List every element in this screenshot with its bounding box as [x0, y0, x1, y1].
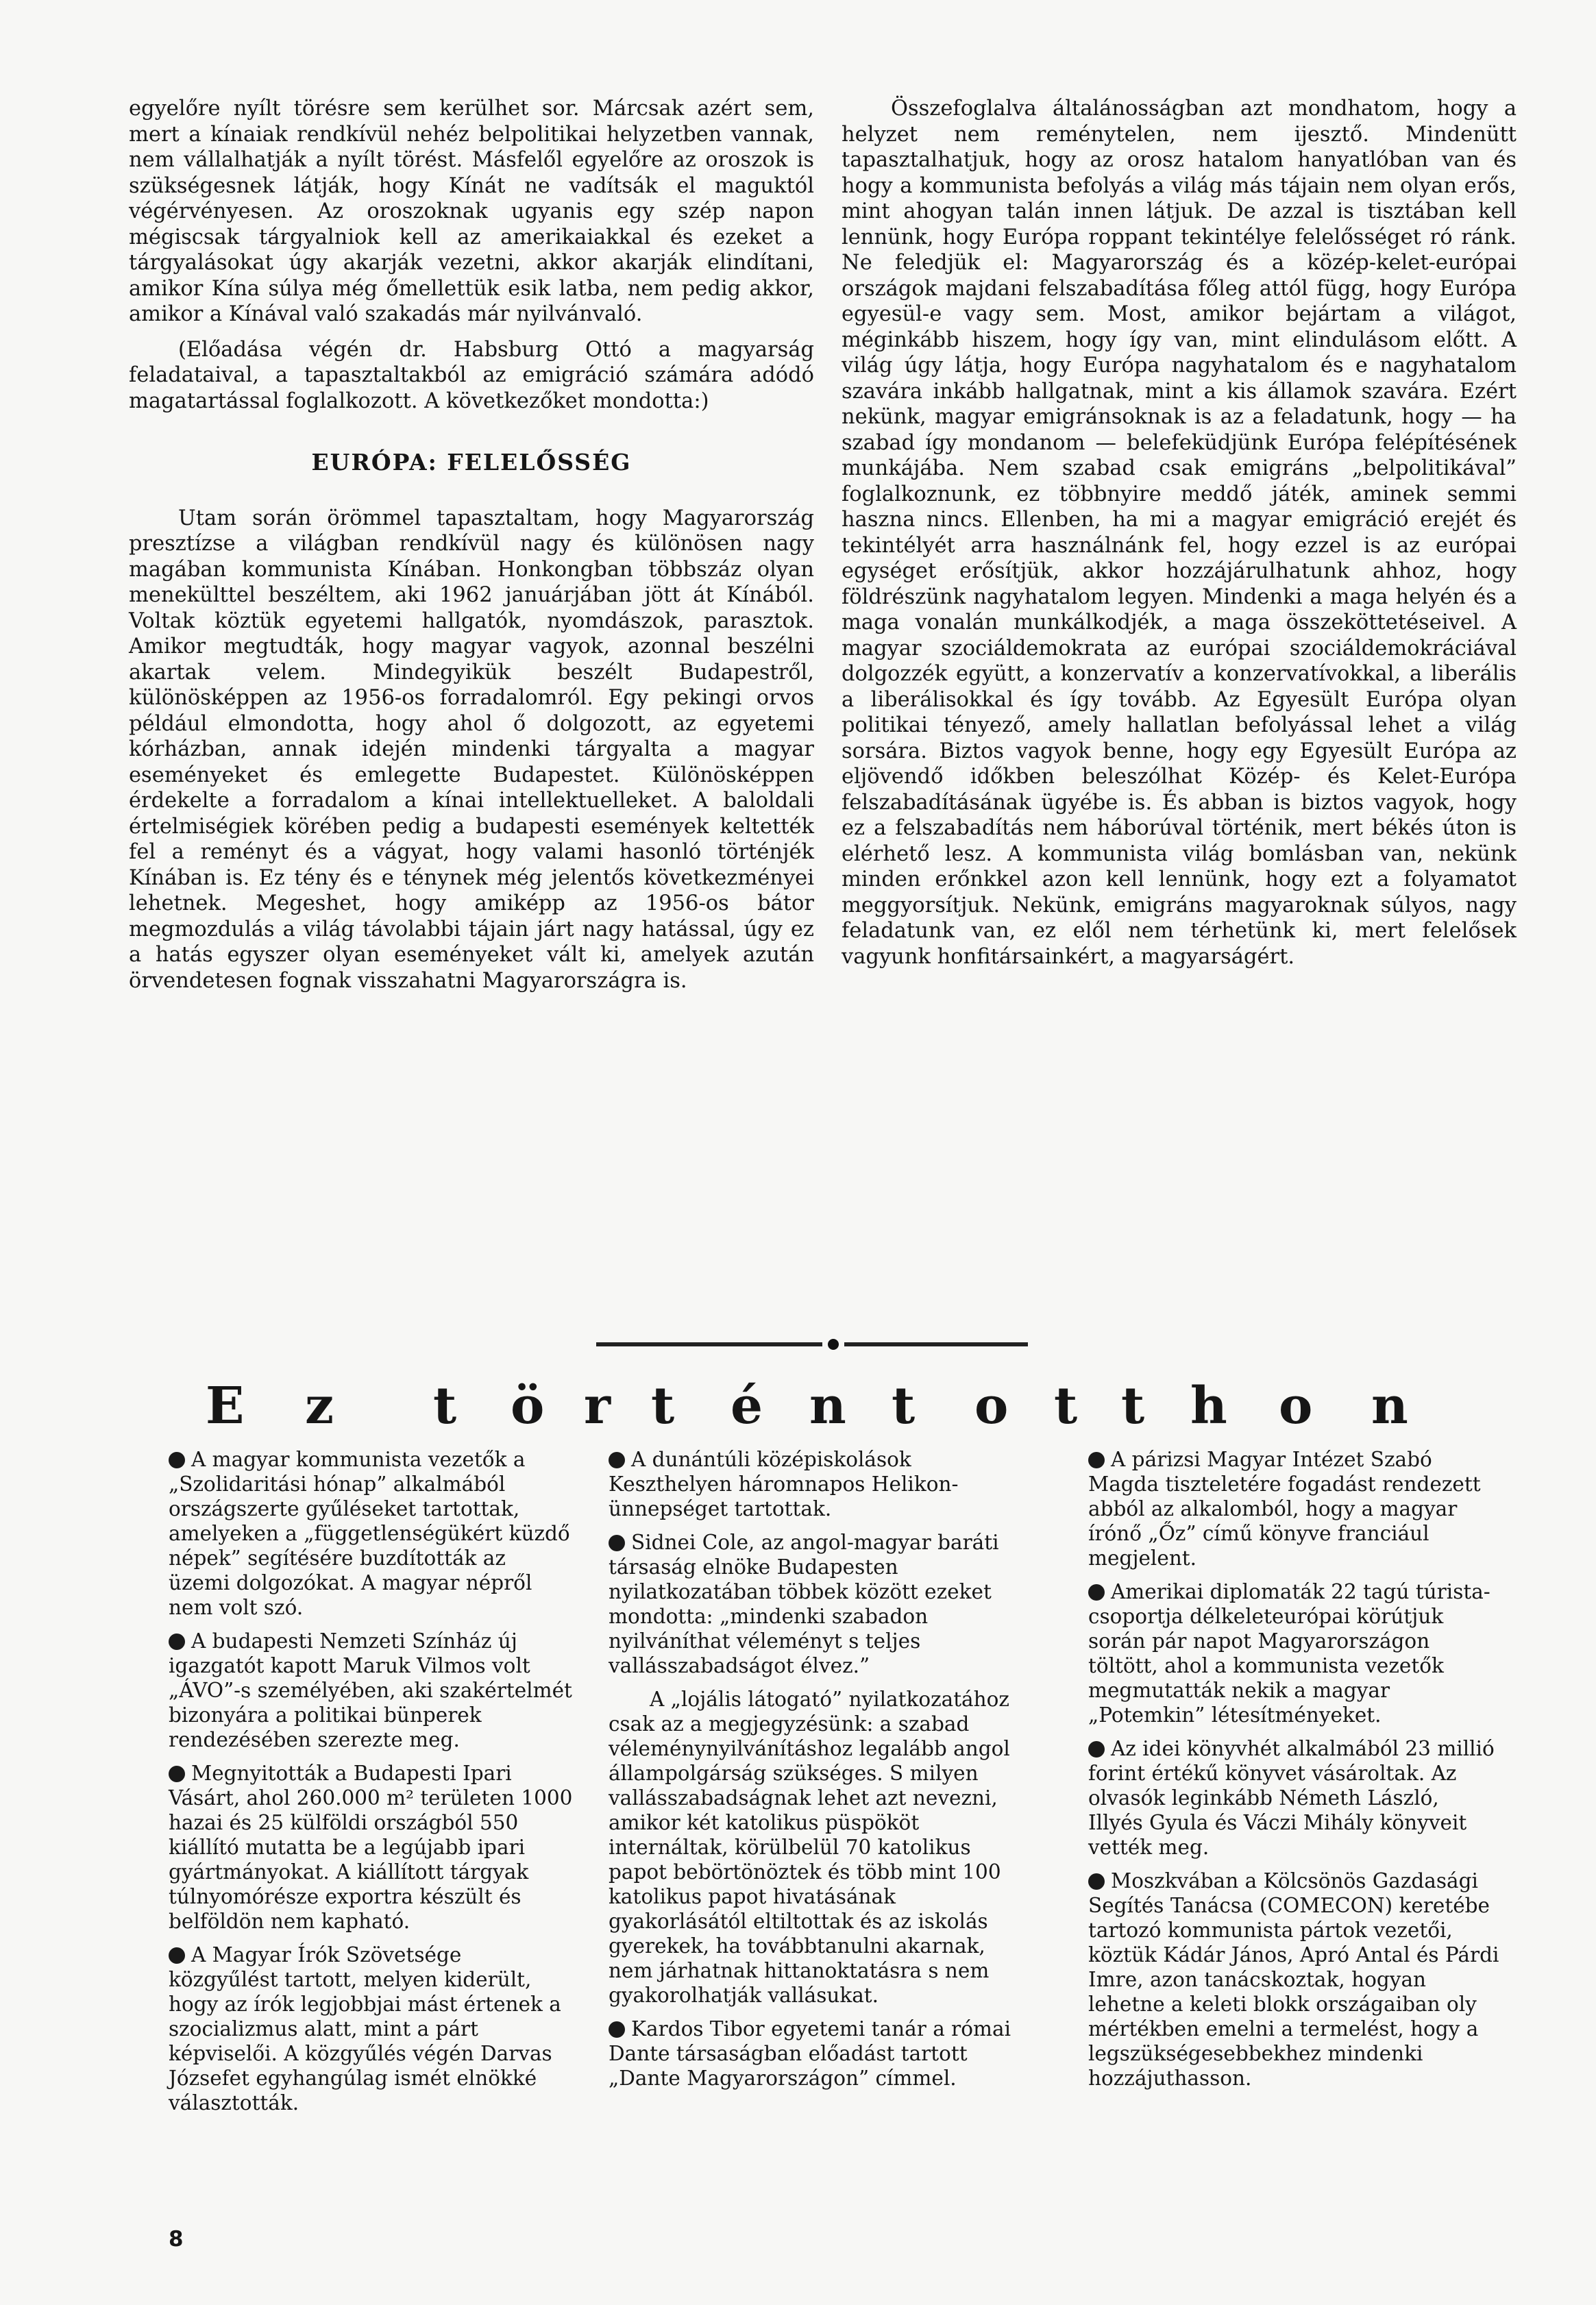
- article-right-column: [842, 96, 1517, 970]
- news-item-text: A párizsi Magyar Intézet Szabó Magda tiszteletére fogadást rendezett abból az alkalomból, hogy a magyar írónő „Őz” című könyve franciául megjelent.: [1088, 1448, 1481, 1570]
- news-item-text: Moszkvában a Kölcsönös Gazdasági Segítés Tanácsa (COMECON) keretébe tartozó kommunista pártok vezetői, köztük Kádár János, Apró Antal és Párdi Imre, azon tanácskoztak, hogyan lehetne a keleti blokk országaiban oly mértékben emelni a termelést, hogy a legszükségesebbekhez mindenki hozzájuthasson.: [1088, 1869, 1499, 2090]
- news-item-text: A dunántúli középiskolások Keszthelyen háromnapos Helikon-ünnepséget tartottak.: [609, 1448, 959, 1520]
- bullet-icon: [609, 1452, 625, 1468]
- section-heading: EURÓPA: FELELŐSSÉG: [311, 449, 632, 476]
- title-letter: n: [809, 1377, 846, 1435]
- news-item-text: Megnyitották a Budapesti Ipari Vásárt, ahol 260.000 m² területen 1000 hazai és 25 külföldi országból 550 kiállító mutatta be a legújabb ipari gyártmányokat. A kiállított tárgyak túlnyomórésze exportra készült és belföldön nem kapható.: [169, 1762, 573, 1933]
- bullet-icon: [1088, 1584, 1105, 1601]
- news-item-text: Kardos Tibor egyetemi tanár a római Dante társaságban előadást tartott „Dante Magyarországon” címmel.: [609, 2017, 1011, 2090]
- bullet-icon: [169, 1452, 185, 1468]
- section-separator: [596, 1338, 1028, 1351]
- news-item: [169, 1761, 573, 1934]
- news-item: [1088, 1869, 1499, 2091]
- news-item: [609, 1530, 1033, 1678]
- news-item-text: A „lojális látogató” nyilatkozatához csak az a megjegyzésünk: a szabad véleménynyilvánításhoz legalább angol állampolgárság szükséges. S milyen vallásszabadságnak lehet azt nevezni, amikor két katolikus püspököt internáltak, körülbelül 70 katolikus papot bebörtönöztek és több mint 100 katolikus papot hivatásának gyakorlásától eltiltottak és az iskolás gyerekek, ha továbbtanulni akarnak, nem járhatnak hittanoktatásra s nem gyakorolhatják vallásukat.: [609, 1688, 1010, 2007]
- news-column-3: [1088, 1447, 1499, 2099]
- title-letter: r: [584, 1377, 611, 1435]
- bullet-icon: [1088, 1452, 1105, 1468]
- news-item: [1088, 1579, 1499, 1727]
- news-item-text: Az idei könyvhét alkalmából 23 millió forint értékű könyvet vásároltak. Az olvasók leginkább Németh László, Illyés Gyula és Váczi Mihály könyveit vették meg.: [1088, 1737, 1495, 1859]
- article-paragraph: egyelőre nyílt törésre sem kerülhet sor. Márcsak azért sem, mert a kínaiak rendkívül nehéz belpolitikai helyzetben vannak, nem vállalhatják a nyílt törést. Másfelől egyelőre az oroszok is szükségesnek látják, hogy Kínát ne vadítsák el maguktól végérvényesen. Az oroszoknak ugyanis egy szép napon mégiscsak tárgyalniok kell az amerikaiakkal és ezeket a tárgyalásokat úgy akarják vezetni, akkor akarják elindítani, amikor Kína súlya még őmellettük esik latba, nem pedig akkor, amikor a Kínával való szakadás már nyilvánvaló.: [129, 97, 814, 326]
- bullet-icon: [169, 1947, 185, 1964]
- title-letter: z: [305, 1377, 334, 1435]
- page-number: 8: [169, 2227, 184, 2252]
- news-item: [1088, 1447, 1499, 1570]
- title-letter: o: [1279, 1377, 1313, 1435]
- separator-dot: [828, 1339, 839, 1350]
- news-item: [609, 2017, 1033, 2091]
- bullet-icon: [609, 1535, 625, 1551]
- bullet-icon: [1088, 1873, 1105, 1890]
- news-item-text: A Magyar Írók Szövetsége közgyűlést tartott, melyen kiderült, hogy az írók legjobbjai mást értenek a szocializmus alatt, mint a párt képviselői. A közgyűlés végén Darvas Józsefet egyhangúlag ismét elnökké választották.: [169, 1943, 561, 2115]
- news-section-title: [206, 1372, 1412, 1440]
- bullet-icon: [1088, 1741, 1105, 1758]
- title-letter: t: [1121, 1377, 1145, 1435]
- bullet-icon: [169, 1766, 185, 1782]
- bullet-icon: [609, 2021, 625, 2038]
- title-letter: ö: [511, 1377, 545, 1435]
- news-item-text: A budapesti Nemzeti Színház új igazgatót kapott Maruk Vilmos volt „ÁVO”-s személyében, aki szakértelmét bizonyára a politikai bünperek rendezésében szerezte meg.: [169, 1629, 572, 1751]
- article-paragraph: Utam során örömmel tapasztaltam, hogy Magyarország presztízse a világban rendkívül nagy és különösen nagy magában kommunista Kínában. Honkongban többszáz olyan menekülttel beszéltem, aki 1962 januárjában jött át Kínából. Voltak köztük egyetemi hallgatók, nyomdászok, parasztok. Amikor megtudták, hogy magyar vagyok, azonnal beszélni akartak velem. Mindegyikük beszélt Budapestről, különösképpen az 1956-os forradalomról. Egy pekingi orvos például elmondotta, hogy ahol ő dolgozott, az egyetemi kórházban, annak idején mindenki tárgyalta a magyar eseményeket és emlegette Budapestet. Különösképpen érdekelte a forradalom a kínai intellektuelleket. A baloldali értelmiségiek körében pedig a budapesti események keltették fel a reményt és a vágyat, hogy valami hasonló történjék Kínában is. Ez tény és e ténynek még jelentős következményei lehetnek. Megeshet, hogy amiképp az 1956-os bátor megmozdulás a világ távolabbi tájain járt nagy hatással, úgy ez a hatás egyszer olyan eseményeket vált ki, amelyek azután örvendetesen fognak visszahatni Magyarországra is.: [129, 506, 814, 993]
- news-item: [169, 1943, 573, 2115]
- title-letter: t: [433, 1377, 457, 1435]
- title-letter: E: [206, 1377, 245, 1435]
- title-letter: é: [731, 1377, 763, 1435]
- title-letter: t: [892, 1377, 916, 1435]
- article-paragraph: Összefoglalva általánosságban azt mondhatom, hogy a helyzet nem reménytelen, nem ijesztő. Mindenütt tapasztalhatjuk, hogy az orosz hatalom hanyatlóban van és hogy a kommunista befolyás a világ más tájain nem olyan erős, mint ahogyan talán innen látjuk. De azzal is tisztában kell lennünk, hogy Európa roppant tekintélye felelősséget ró ránk. Ne feledjük el: Magyarország és a közép-kelet-európai országok majdani felszabadítása főleg attól függ, hogy Európa egyesül-e vagy sem. Most, amikor bejártam a világot, méginkább hiszem, hogy így van, mint elindulásom előtt. A világ úgy látja, hogy Európa nagyhatalom és e nagyhatalom szavára inkább hallgatnak, mint a kis államok szavára. Ezért nekünk, magyar emigránsoknak is az a feladatunk, hogy — ha szabad így mondanom — belefeküdjünk Európa felépítésének munkájába. Nem szabad csak emigráns „belpolitikával” foglalkoznunk, ez többnyire meddő játék, aminek semmi haszna nincs. Ellenben, ha mi a magyar emigráció erejét és tekintélyét arra használnánk fel, hogy ezzel is az európai egységet erősítjük, akkor hozzájárulhatunk ahhoz, hogy földrészünk nagyhatalom legyen. Mindenki a maga helyén és a maga vonalán munkálkodjék, a maga összeköttetéseivel. A magyar szociáldemokrata az európai szociáldemokráciával dolgozzék együtt, a konzervatív a konzervatívokkal, a liberális a liberálisokkal és így tovább. Az Egyesült Európa olyan politikai tényező, amely hallatlan befolyással lehet a világ sorsára. Biztos vagyok benne, hogy egy Egyesült Európa az eljövendő időkben beleszólhat Közép- és Kelet-Európa felszabadításának ügyébe is. És abban is biztos vagyok, hogy ez a felszabadítás nem háborúval történik, mert békés úton is elérhető lesz. A kommunista világ bomlásban van, nekünk minden erőnkkel azon kell lennünk, hogy ezt a folyamatot meggyorsítjuk. Nekünk, emigráns magyaroknak súlyos, nagy feladatunk van, ez elől nem térhetünk ki, mert felelősek vagyunk honfitársainkért, a magyarságért.: [842, 97, 1517, 969]
- news-item-text: Sidnei Cole, az angol-magyar baráti társaság elnöke Budapesten nyilatkozatában többek között ezeket mondotta: „mindenki szabadon nyilváníthat véleményt s teljes vallásszabadságot élvez.”: [609, 1531, 999, 1677]
- title-letter: h: [1190, 1377, 1227, 1435]
- bullet-icon: [169, 1634, 185, 1650]
- news-item: [169, 1629, 573, 1752]
- title-letter: n: [1371, 1377, 1408, 1435]
- title-letter: o: [974, 1377, 1009, 1435]
- news-item-text: A magyar kommunista vezetők a „Szolidaritási hónap” alkalmából országszerte gyűléseket tartottak, amelyeken a „függetlenségükért küzdő népek” segítésére buzdították az üzemi dolgozókat. A magyar népről nem volt szó.: [169, 1448, 570, 1619]
- article-left-column: [129, 96, 814, 994]
- title-letter: t: [651, 1377, 675, 1435]
- news-item: [609, 1447, 1033, 1521]
- news-item: [169, 1447, 573, 1620]
- news-item: [609, 1687, 1033, 2008]
- article-paragraph: (Előadása végén dr. Habsburg Ottó a magyarság feladataival, a tapasztaltakból az emigráció számára adódó magatartással foglalkozott. A következőket mondotta:): [129, 337, 814, 413]
- title-letter: t: [1054, 1377, 1078, 1435]
- news-column-1: [169, 1447, 573, 2124]
- news-item-text: Amerikai diplomaták 22 tagú túrista-csoportja délkeleteurópai körútjuk során pár napot Magyarországon töltött, ahol a kommunista vezetők megmutatták nekik a magyar „Potemkin” létesítményeket.: [1088, 1580, 1490, 1727]
- news-item: [1088, 1736, 1499, 1860]
- news-column-2: [609, 1447, 1033, 2099]
